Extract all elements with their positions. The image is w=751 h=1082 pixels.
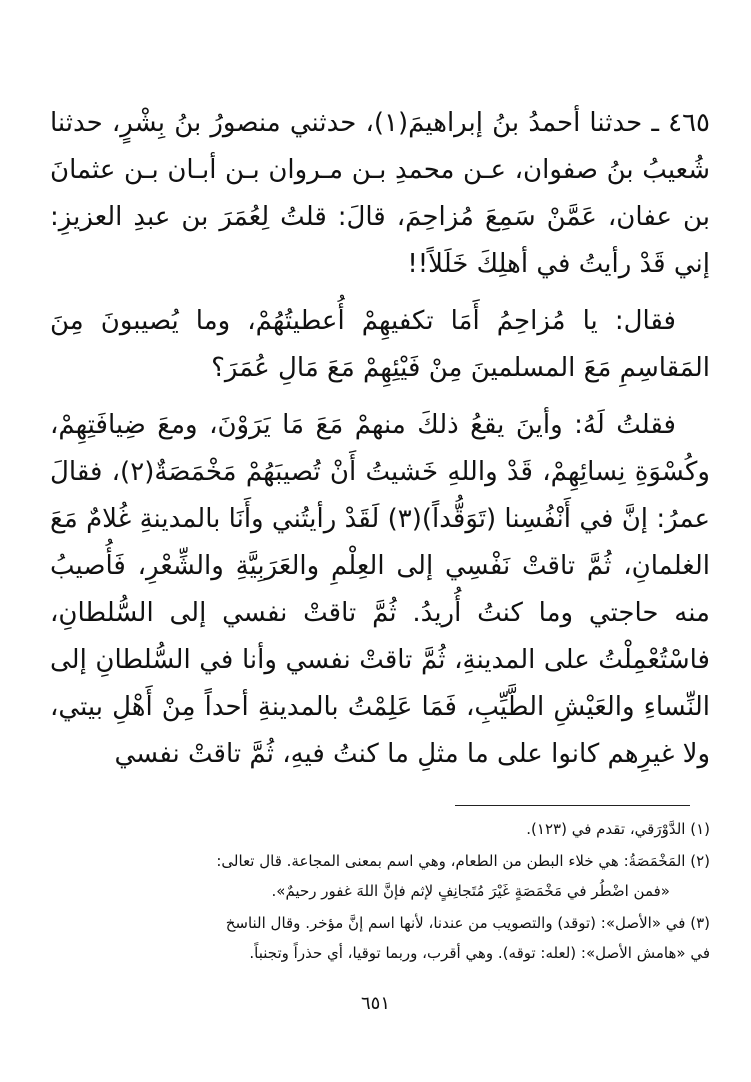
hadith-number: ٤٦٥ ـ bbox=[651, 108, 711, 138]
footnote-divider bbox=[455, 805, 690, 806]
hadith-paragraph-2: فقال: يا مُزاحِمُ أَمَا تكفيهِمْ أُعطيتُهُمْ، وما يُصيبونَ مِنَ المَقاسِمِ مَعَ المسلمينَ مِنْ فَيْئِهِمْ مَعَ مَالِ عُمَرَ؟ bbox=[50, 306, 710, 383]
footnote-2 bbox=[50, 846, 710, 906]
footnote-1-text: (١) الدَّوْرَقي، تقدم في (١٢٣). bbox=[526, 820, 710, 838]
footnote-3-text: (٣) في «الأصل»: (توقد) والتصويب من عندنا، لأنها اسم إنَّ مؤخر. وقال الناسخ bbox=[225, 914, 710, 932]
page-number: ٦٥١ bbox=[360, 993, 390, 1014]
hadith-paragraph-3: فقلتُ لَهُ: وأينَ يقعُ ذلكَ منهمْ مَعَ مَا يَرَوْنَ، ومعَ ضِيافَتِهِمْ، وكُسْوَةِ نِسائِهِمْ، قَدْ واللهِ خَشيتُ أَنْ تُصيبَهُمْ مَخْمَصَةٌ(٢)، فقالَ عمرُ: إنَّ في أَنْفُسِنا (تَوَقُّداً)(٣) لَقَدْ رأيتُني وأَنَا بالمدينةِ غُلامٌ مَعَ الغلمانِ، ثُمَّ تاقتْ نَفْسِي إلى العِلْمِ والعَرَبِيَّةِ والشِّعْرِ، فَأُصيبُ منه حاجتي وما كنتُ أُريدُ. ثُمَّ تاقتْ نفسي إلى السُّلطانِ، فاسْتُعْمِلْتُ على المدينةِ، ثُمَّ تاقتْ نفسي وأنا في السُّلطانِ إلى النِّساءِ والعَيْشِ الطَّيِّبِ، فَمَا عَلِمْتُ بالمدينةِ أحداً مِنْ أَهْلِ بيتي، ولا غيرِهم كانوا على ما مثلِ ما كنتُ فيهِ، ثُمَّ تاقتْ نفسي bbox=[50, 410, 710, 769]
footnote-2-text: (٢) المَخْمَصَةُ: هي خلاء البطن من الطعام، وهي اسم بمعنى المجاعة. قال تعالى: bbox=[216, 852, 710, 870]
footnote-1 bbox=[50, 814, 710, 844]
footnote-2-continuation: «فمن اضْطُر في مَخْمَصَةٍ غَيْرَ مُتَجانِفٍ لإثم فإنَّ اللهَ غفور رحيمٌ». bbox=[271, 882, 670, 900]
footnote-3-continuation: في «هامش الأصل»: (لعله: توقه). وهي أقرب، وربما توقيا، أي حذراً وتجنباً. bbox=[249, 944, 710, 962]
footnote-3 bbox=[50, 908, 710, 968]
hadith-paragraph-1 bbox=[50, 100, 710, 288]
main-text-block bbox=[50, 100, 710, 778]
hadith-paragraph-1-text: حدثنا أحمدُ بنُ إبراهيمَ(١)، حدثني منصورُ بنُ بِشْرٍ، حدثنا شُعيبُ بنُ صفوان، عـن محمدِ بـن مـروان بـن أبـان بـن عثمانَ بن عفان، عَمَّنْ سَمِعَ مُزاحِمَ، قالَ: قلتُ لِعُمَرَ بن عبدِ العزيزِ: إني قَدْ رأيتُ في أهلِكَ خَلَلاً!! bbox=[50, 108, 710, 279]
footnotes-block bbox=[50, 814, 710, 970]
